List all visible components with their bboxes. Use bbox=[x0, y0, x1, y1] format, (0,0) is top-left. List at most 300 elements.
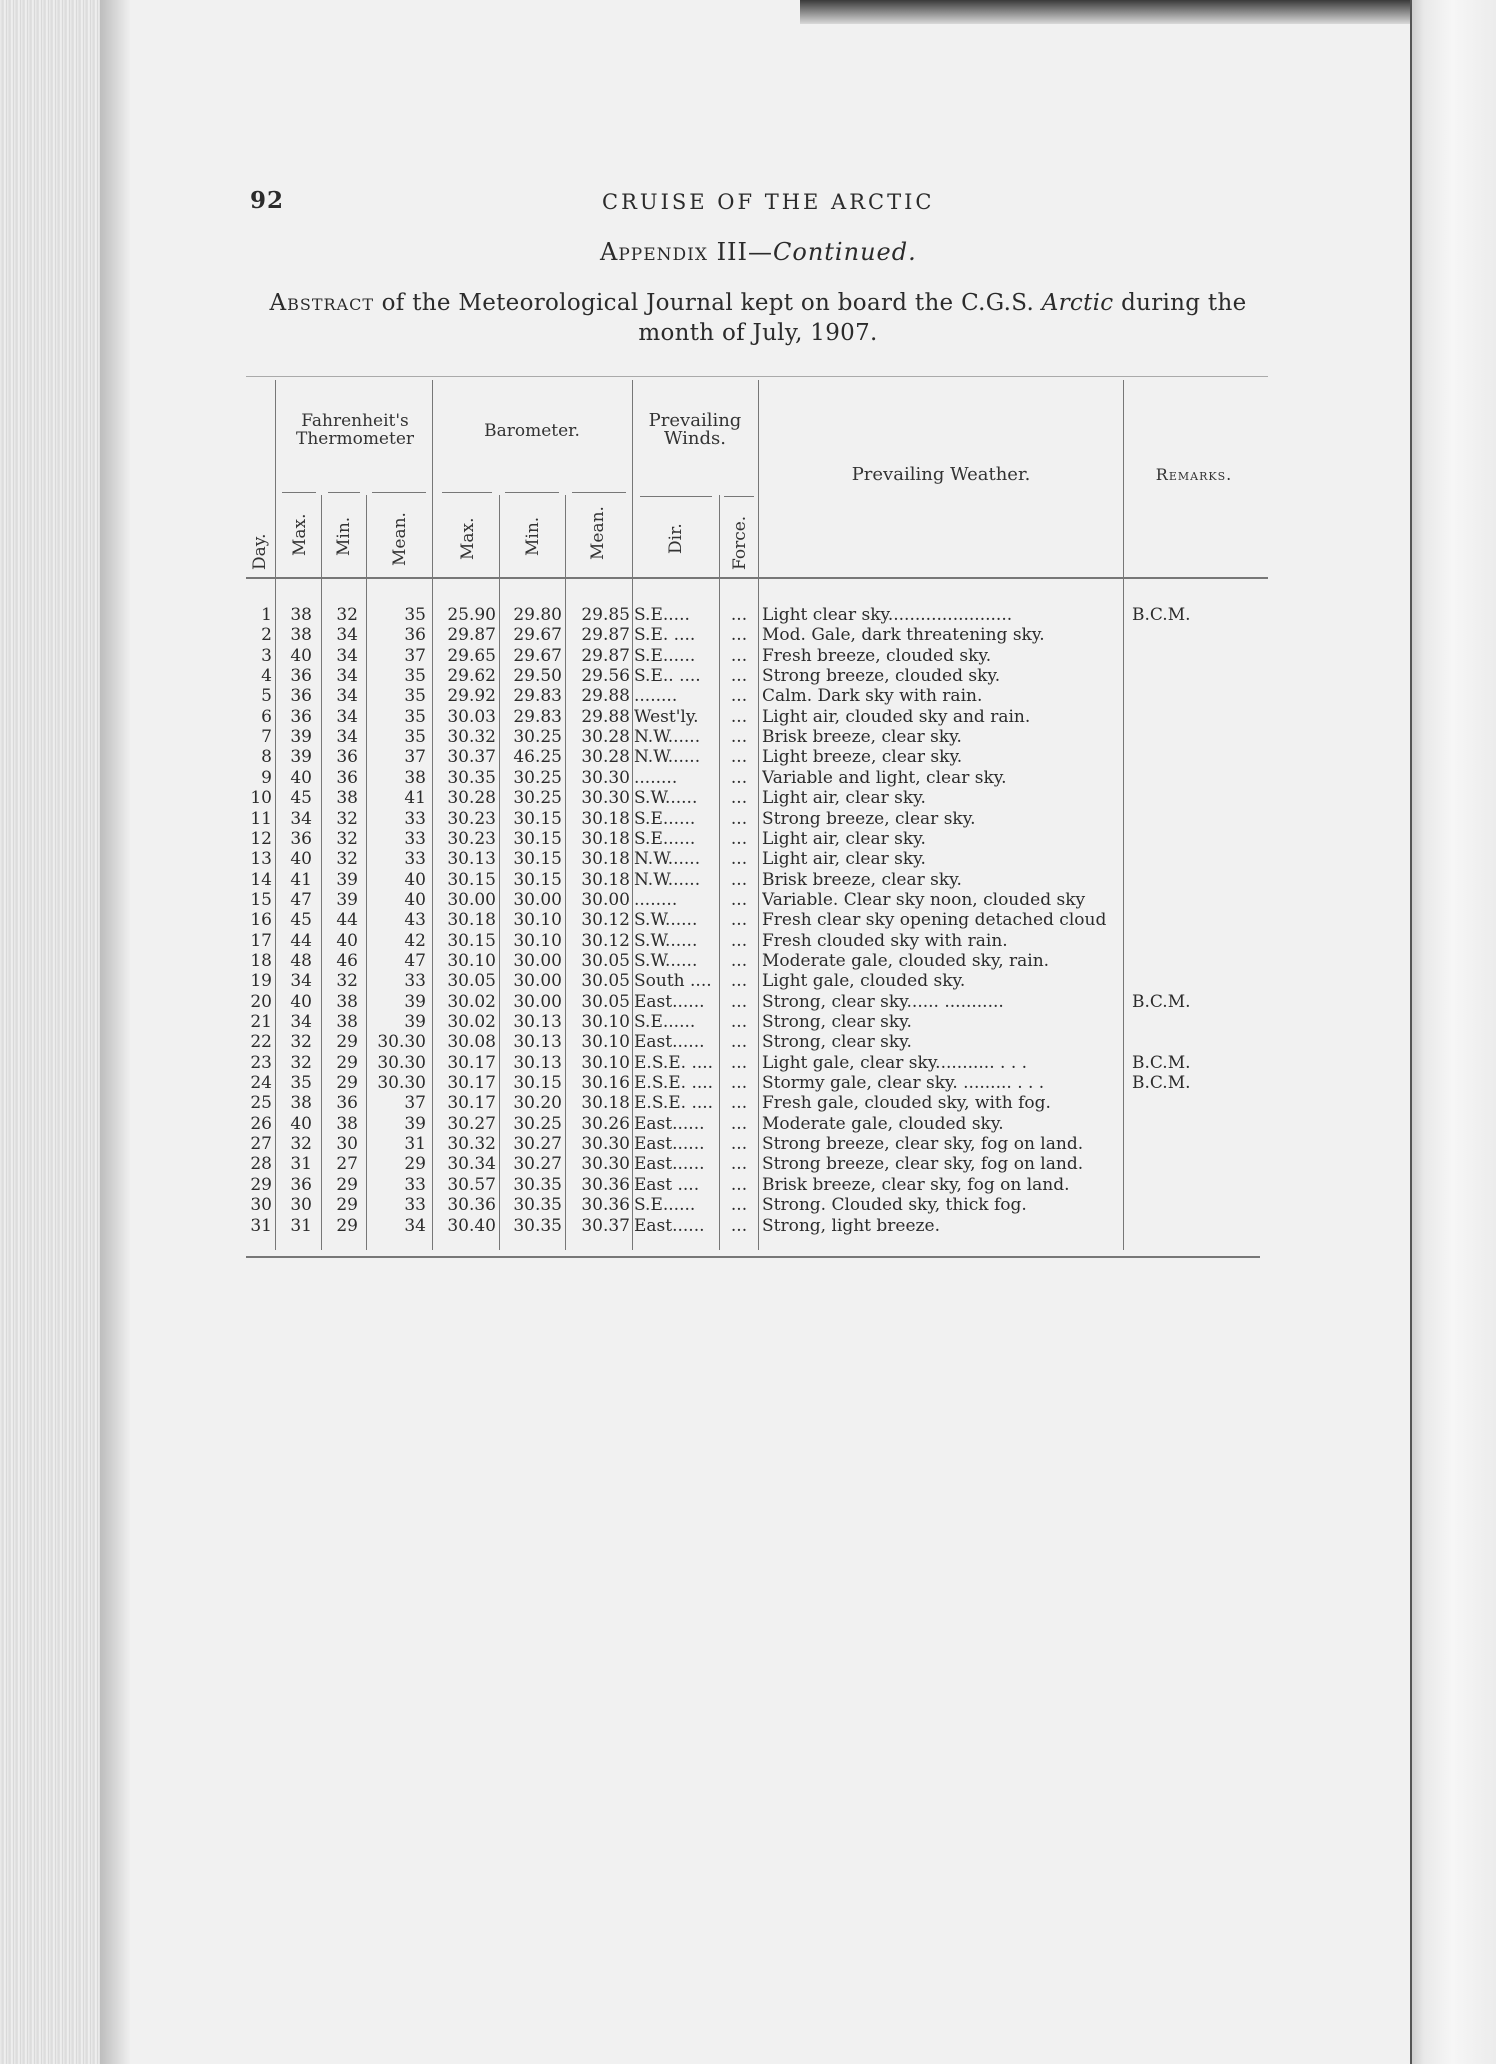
table-row bbox=[246, 1175, 1266, 1196]
table-row bbox=[246, 1114, 1266, 1135]
cell-wind-force: ... bbox=[730, 605, 748, 625]
cell-wind-dir: West'ly. bbox=[634, 706, 699, 727]
table-row bbox=[246, 849, 1266, 870]
cell-thermo-min: 32 bbox=[336, 971, 358, 992]
cell-thermo-min: 39 bbox=[336, 889, 358, 910]
scan-top-shadow bbox=[800, 0, 1412, 24]
cell-thermo-max: 32 bbox=[290, 1032, 312, 1053]
cell-baro-min: 30.15 bbox=[513, 1073, 562, 1094]
cell-wind-dir: East...... bbox=[634, 1154, 705, 1175]
cell-day: 29 bbox=[250, 1174, 272, 1195]
cell-baro-mean: 30.36 bbox=[581, 1174, 630, 1195]
cell-day: 7 bbox=[261, 727, 272, 748]
cell-wind-force: ... bbox=[730, 930, 748, 951]
table-row bbox=[246, 1154, 1266, 1175]
cell-wind-force: ... bbox=[730, 1093, 748, 1114]
cell-baro-max: 29.62 bbox=[447, 666, 496, 687]
cell-weather: Strong breeze, clear sky, fog on land. bbox=[762, 1134, 1084, 1155]
table-row bbox=[246, 1093, 1266, 1114]
cell-day: 16 bbox=[250, 910, 272, 931]
cell-day: 5 bbox=[261, 686, 272, 707]
cell-thermo-max: 34 bbox=[290, 808, 312, 829]
cell-baro-max: 30.15 bbox=[447, 930, 496, 951]
baro-sub-rule-3 bbox=[572, 492, 626, 493]
cell-baro-max: 29.87 bbox=[447, 625, 496, 646]
winds-sub-rule-2 bbox=[724, 496, 754, 497]
cell-baro-max: 30.13 bbox=[447, 849, 496, 870]
subheader-baro-mean: Mean. bbox=[588, 506, 608, 560]
cell-thermo-min: 38 bbox=[336, 788, 358, 809]
table-caption bbox=[250, 288, 1266, 348]
cell-weather: Fresh clouded sky with rain. bbox=[762, 930, 1008, 951]
cell-baro-mean: 30.00 bbox=[581, 889, 630, 910]
table-row bbox=[246, 788, 1266, 809]
cell-day: 22 bbox=[250, 1032, 272, 1053]
cell-thermo-max: 31 bbox=[290, 1215, 312, 1236]
caption-lead: Abstract bbox=[269, 290, 375, 316]
cell-baro-min: 30.27 bbox=[513, 1134, 562, 1155]
cell-baro-max: 30.35 bbox=[447, 767, 496, 788]
cell-wind-force: ... bbox=[730, 747, 748, 768]
table-row bbox=[246, 625, 1266, 646]
cell-thermo-mean: 38 bbox=[404, 767, 426, 788]
cell-wind-dir: S.E...... bbox=[634, 1012, 696, 1032]
cell-baro-max: 30.32 bbox=[447, 727, 496, 748]
cell-baro-mean: 30.30 bbox=[581, 1134, 630, 1155]
cell-thermo-mean: 33 bbox=[404, 971, 426, 992]
cell-baro-mean: 30.18 bbox=[581, 1093, 630, 1114]
cell-baro-min: 30.10 bbox=[513, 910, 562, 931]
cell-day: 18 bbox=[250, 950, 272, 971]
cell-wind-dir: S.W...... bbox=[634, 950, 698, 971]
cell-baro-max: 30.05 bbox=[447, 971, 496, 992]
cell-thermo-max: 41 bbox=[290, 869, 312, 890]
cell-weather: Strong breeze, clear sky. bbox=[762, 808, 976, 829]
cell-day: 12 bbox=[250, 828, 272, 849]
cell-wind-dir: S.E...... bbox=[634, 808, 696, 829]
subheader-baro-min: Min. bbox=[523, 516, 543, 556]
cell-baro-min: 30.25 bbox=[513, 727, 562, 748]
cell-weather: Strong, light breeze. bbox=[762, 1215, 940, 1236]
cell-baro-max: 29.92 bbox=[447, 686, 496, 707]
cell-wind-dir: S.E. .... bbox=[634, 625, 696, 646]
cell-baro-min: 29.67 bbox=[513, 625, 562, 646]
cell-day: 17 bbox=[250, 930, 272, 951]
cell-wind-dir: ........ bbox=[634, 889, 678, 910]
cell-wind-force: ... bbox=[730, 686, 748, 707]
cell-wind-force: ... bbox=[730, 666, 748, 687]
cell-thermo-max: 40 bbox=[290, 645, 312, 666]
cell-baro-min: 29.80 bbox=[513, 605, 562, 625]
cell-baro-max: 30.02 bbox=[447, 991, 496, 1012]
cell-thermo-max: 39 bbox=[290, 727, 312, 748]
subheader-thermo-max: Max. bbox=[290, 513, 310, 556]
cell-thermo-min: 32 bbox=[336, 808, 358, 829]
baro-sub-rule-1 bbox=[442, 492, 492, 493]
cell-wind-dir: East...... bbox=[634, 1113, 705, 1134]
cell-day: 8 bbox=[261, 747, 272, 768]
cell-wind-dir: N.W...... bbox=[634, 747, 701, 768]
cell-day: 19 bbox=[250, 971, 272, 992]
cell-thermo-mean: 35 bbox=[404, 605, 426, 625]
cell-thermo-mean: 39 bbox=[404, 1113, 426, 1134]
cell-weather: Mod. Gale, dark threatening sky. bbox=[762, 625, 1045, 646]
table-bottom-rule bbox=[246, 1256, 1260, 1258]
cell-baro-min: 30.00 bbox=[513, 991, 562, 1012]
table-row bbox=[246, 890, 1266, 911]
caption-text-2: during the month of July, 1907. bbox=[638, 290, 1247, 346]
cell-thermo-min: 34 bbox=[336, 706, 358, 727]
cell-baro-min: 30.25 bbox=[513, 1113, 562, 1134]
cell-baro-min: 30.35 bbox=[513, 1195, 562, 1216]
cell-weather: Light gale, clear sky........... . . . bbox=[762, 1052, 1028, 1073]
cell-thermo-min: 40 bbox=[336, 930, 358, 951]
cell-day: 26 bbox=[250, 1113, 272, 1134]
cell-wind-force: ... bbox=[730, 1113, 748, 1134]
cell-thermo-max: 35 bbox=[290, 1073, 312, 1094]
cell-weather: Fresh breeze, clouded sky. bbox=[762, 645, 992, 666]
cell-wind-dir: East...... bbox=[634, 1215, 705, 1236]
table-row bbox=[246, 809, 1266, 830]
cell-weather: Calm. Dark sky with rain. bbox=[762, 686, 983, 707]
cell-baro-min: 29.83 bbox=[513, 706, 562, 727]
cell-day: 30 bbox=[250, 1195, 272, 1216]
cell-baro-min: 30.00 bbox=[513, 889, 562, 910]
cell-day: 20 bbox=[250, 991, 272, 1012]
cell-wind-force: ... bbox=[730, 950, 748, 971]
cell-thermo-min: 34 bbox=[336, 666, 358, 687]
cell-wind-force: ... bbox=[730, 788, 748, 809]
cell-thermo-min: 46 bbox=[336, 950, 358, 971]
cell-baro-mean: 30.10 bbox=[581, 1032, 630, 1053]
cell-wind-force: ... bbox=[730, 1195, 748, 1216]
appendix-prefix: Appendix III— bbox=[600, 238, 774, 266]
cell-thermo-max: 34 bbox=[290, 971, 312, 992]
cell-wind-dir: ........ bbox=[634, 767, 678, 788]
cell-weather: Fresh gale, clouded sky, with fog. bbox=[762, 1093, 1051, 1114]
running-title: CRUISE OF THE ARCTIC bbox=[602, 190, 935, 214]
cell-wind-dir: S.E...... bbox=[634, 1195, 696, 1216]
cell-wind-dir: S.E.. .... bbox=[634, 666, 701, 687]
cell-wind-force: ... bbox=[730, 849, 748, 870]
cell-remarks: B.C.M. bbox=[1132, 1052, 1191, 1073]
cell-baro-min: 30.00 bbox=[513, 950, 562, 971]
cell-wind-force: ... bbox=[730, 1174, 748, 1195]
cell-baro-max: 30.27 bbox=[447, 1113, 496, 1134]
cell-thermo-mean: 37 bbox=[404, 645, 426, 666]
cell-thermo-min: 29 bbox=[336, 1174, 358, 1195]
cell-baro-min: 30.25 bbox=[513, 788, 562, 809]
cell-baro-mean: 30.28 bbox=[581, 747, 630, 768]
cell-baro-max: 30.57 bbox=[447, 1174, 496, 1195]
cell-wind-dir: East...... bbox=[634, 991, 705, 1012]
cell-baro-mean: 30.05 bbox=[581, 971, 630, 992]
cell-baro-max: 30.28 bbox=[447, 788, 496, 809]
cell-wind-force: ... bbox=[730, 869, 748, 890]
table-row bbox=[246, 1134, 1266, 1155]
cell-thermo-min: 36 bbox=[336, 1093, 358, 1114]
cell-baro-max: 30.03 bbox=[447, 706, 496, 727]
caption-ship-name: Arctic bbox=[1041, 290, 1114, 316]
cell-weather: Brisk breeze, clear sky. bbox=[762, 727, 962, 748]
cell-thermo-min: 32 bbox=[336, 849, 358, 870]
thermo-sub-rule-3 bbox=[372, 492, 426, 493]
cell-wind-force: ... bbox=[730, 1012, 748, 1032]
cell-wind-dir: East .... bbox=[634, 1174, 700, 1195]
cell-baro-min: 30.13 bbox=[513, 1012, 562, 1032]
cell-day: 21 bbox=[250, 1012, 272, 1032]
cell-baro-mean: 29.85 bbox=[581, 605, 630, 625]
cell-baro-mean: 30.18 bbox=[581, 869, 630, 890]
cell-baro-mean: 30.28 bbox=[581, 727, 630, 748]
cell-baro-mean: 30.12 bbox=[581, 930, 630, 951]
cell-weather: Light air, clear sky. bbox=[762, 849, 926, 870]
cell-weather: Stormy gale, clear sky. ......... . . . bbox=[762, 1073, 1045, 1094]
cell-day: 24 bbox=[250, 1073, 272, 1094]
cell-day: 3 bbox=[261, 645, 272, 666]
cell-day: 2 bbox=[261, 625, 272, 646]
cell-baro-mean: 30.36 bbox=[581, 1195, 630, 1216]
cell-wind-dir: E.S.E. .... bbox=[634, 1093, 714, 1114]
subheader-day: Day. bbox=[250, 533, 270, 570]
cell-weather: Strong, clear sky...... ........... bbox=[762, 991, 1004, 1012]
cell-baro-max: 30.37 bbox=[447, 747, 496, 768]
cell-weather: Strong, clear sky. bbox=[762, 1032, 912, 1053]
cell-thermo-mean: 33 bbox=[404, 808, 426, 829]
cell-baro-mean: 29.87 bbox=[581, 645, 630, 666]
cell-wind-dir: S.E...... bbox=[634, 645, 696, 666]
cell-thermo-min: 34 bbox=[336, 645, 358, 666]
cell-wind-force: ... bbox=[730, 727, 748, 748]
cell-baro-min: 29.67 bbox=[513, 645, 562, 666]
cell-thermo-mean: 36 bbox=[404, 625, 426, 646]
header-bottom-rule bbox=[246, 577, 1268, 579]
thermo-sub-rule-2 bbox=[328, 492, 360, 493]
cell-day: 14 bbox=[250, 869, 272, 890]
cell-thermo-mean: 39 bbox=[404, 991, 426, 1012]
cell-thermo-max: 44 bbox=[290, 930, 312, 951]
cell-baro-min: 30.20 bbox=[513, 1093, 562, 1114]
page-number: 92 bbox=[250, 187, 285, 214]
cell-thermo-max: 48 bbox=[290, 950, 312, 971]
cell-baro-max: 30.40 bbox=[447, 1215, 496, 1236]
cell-thermo-min: 38 bbox=[336, 991, 358, 1012]
cell-thermo-max: 36 bbox=[290, 828, 312, 849]
table-top-rule bbox=[246, 376, 1268, 377]
table-row bbox=[246, 727, 1266, 748]
cell-baro-max: 30.18 bbox=[447, 910, 496, 931]
cell-baro-min: 30.35 bbox=[513, 1174, 562, 1195]
cell-weather: Moderate gale, clouded sky, rain. bbox=[762, 950, 1050, 971]
table-row bbox=[246, 992, 1266, 1013]
cell-baro-mean: 30.10 bbox=[581, 1052, 630, 1073]
cell-thermo-max: 38 bbox=[290, 1093, 312, 1114]
cell-baro-max: 30.17 bbox=[447, 1093, 496, 1114]
cell-wind-force: ... bbox=[730, 1052, 748, 1073]
cell-baro-mean: 30.37 bbox=[581, 1215, 630, 1236]
cell-thermo-mean: 35 bbox=[404, 666, 426, 687]
cell-thermo-mean: 29 bbox=[404, 1154, 426, 1175]
cell-thermo-max: 32 bbox=[290, 1052, 312, 1073]
cell-thermo-min: 36 bbox=[336, 767, 358, 788]
cell-day: 13 bbox=[250, 849, 272, 870]
cell-thermo-mean: 34 bbox=[404, 1215, 426, 1236]
cell-weather: Brisk breeze, clear sky. bbox=[762, 869, 962, 890]
cell-thermo-max: 40 bbox=[290, 767, 312, 788]
table-row bbox=[246, 1073, 1266, 1094]
cell-thermo-max: 36 bbox=[290, 706, 312, 727]
cell-baro-mean: 30.30 bbox=[581, 788, 630, 809]
cell-wind-dir: East...... bbox=[634, 1134, 705, 1155]
cell-baro-min: 30.15 bbox=[513, 828, 562, 849]
cell-remarks: B.C.M. bbox=[1132, 991, 1191, 1012]
cell-thermo-min: 36 bbox=[336, 747, 358, 768]
cell-thermo-min: 44 bbox=[336, 910, 358, 931]
cell-thermo-mean: 35 bbox=[404, 706, 426, 727]
cell-wind-dir: E.S.E. .... bbox=[634, 1052, 714, 1073]
cell-thermo-max: 40 bbox=[290, 849, 312, 870]
cell-baro-max: 30.23 bbox=[447, 828, 496, 849]
cell-wind-force: ... bbox=[730, 1032, 748, 1053]
cell-thermo-max: 30 bbox=[290, 1195, 312, 1216]
cell-weather: Strong breeze, clouded sky. bbox=[762, 666, 1001, 687]
cell-thermo-max: 38 bbox=[290, 625, 312, 646]
cell-baro-min: 30.13 bbox=[513, 1052, 562, 1073]
subheader-baro-max: Max. bbox=[458, 517, 478, 560]
table-row bbox=[246, 1195, 1266, 1216]
cell-day: 10 bbox=[250, 788, 272, 809]
cell-day: 31 bbox=[250, 1215, 272, 1236]
cell-thermo-max: 36 bbox=[290, 666, 312, 687]
cell-thermo-max: 40 bbox=[290, 991, 312, 1012]
cell-baro-max: 30.08 bbox=[447, 1032, 496, 1053]
cell-wind-dir: ........ bbox=[634, 686, 678, 707]
table-row bbox=[246, 971, 1266, 992]
cell-weather: Strong, clear sky. bbox=[762, 1012, 912, 1032]
winds-sub-rule-1 bbox=[640, 496, 712, 497]
cell-baro-min: 30.10 bbox=[513, 930, 562, 951]
cell-thermo-mean: 35 bbox=[404, 686, 426, 707]
cell-thermo-min: 38 bbox=[336, 1113, 358, 1134]
cell-day: 1 bbox=[261, 605, 272, 625]
cell-weather: Light gale, clouded sky. bbox=[762, 971, 966, 992]
cell-thermo-min: 29 bbox=[336, 1215, 358, 1236]
cell-baro-mean: 29.56 bbox=[581, 666, 630, 687]
cell-thermo-mean: 40 bbox=[404, 889, 426, 910]
cell-baro-max: 30.15 bbox=[447, 869, 496, 890]
cell-wind-dir: S.W...... bbox=[634, 910, 698, 931]
cell-thermo-mean: 35 bbox=[404, 727, 426, 748]
cell-baro-max: 30.02 bbox=[447, 1012, 496, 1032]
cell-baro-mean: 30.10 bbox=[581, 1012, 630, 1032]
table-row bbox=[246, 910, 1266, 931]
cell-baro-mean: 30.12 bbox=[581, 910, 630, 931]
cell-wind-dir: S.E...... bbox=[634, 828, 696, 849]
cell-wind-force: ... bbox=[730, 767, 748, 788]
cell-thermo-min: 29 bbox=[336, 1032, 358, 1053]
cell-weather: Fresh clear sky opening detached cloud bbox=[762, 910, 1107, 931]
cell-baro-mean: 30.26 bbox=[581, 1113, 630, 1134]
cell-weather: Light air, clear sky. bbox=[762, 828, 926, 849]
header-weather: Prevailing Weather. bbox=[851, 464, 1031, 485]
cell-thermo-min: 38 bbox=[336, 1012, 358, 1032]
cell-day: 25 bbox=[250, 1093, 272, 1114]
cell-weather: Strong. Clouded sky, thick fog. bbox=[762, 1195, 1027, 1216]
header-remarks: Remarks. bbox=[1155, 465, 1233, 484]
cell-baro-mean: 29.88 bbox=[581, 706, 630, 727]
cell-wind-dir: N.W...... bbox=[634, 869, 701, 890]
cell-thermo-max: 36 bbox=[290, 1174, 312, 1195]
subheader-thermo-mean: Mean. bbox=[390, 512, 410, 566]
cell-baro-mean: 30.18 bbox=[581, 849, 630, 870]
cell-thermo-max: 34 bbox=[290, 1012, 312, 1032]
cell-thermo-max: 39 bbox=[290, 747, 312, 768]
cell-baro-max: 30.36 bbox=[447, 1195, 496, 1216]
cell-baro-max: 30.17 bbox=[447, 1052, 496, 1073]
cell-thermo-mean: 39 bbox=[404, 1012, 426, 1032]
cell-baro-min: 30.15 bbox=[513, 808, 562, 829]
cell-baro-min: 30.13 bbox=[513, 1032, 562, 1053]
cell-weather: Variable and light, clear sky. bbox=[762, 767, 1007, 788]
cell-baro-min: 29.50 bbox=[513, 666, 562, 687]
cell-weather: Light air, clear sky. bbox=[762, 788, 926, 809]
cell-day: 4 bbox=[261, 666, 272, 687]
cell-baro-mean: 30.05 bbox=[581, 950, 630, 971]
cell-thermo-max: 45 bbox=[290, 788, 312, 809]
cell-thermo-mean: 37 bbox=[404, 1093, 426, 1114]
cell-thermo-mean: 30.30 bbox=[377, 1052, 426, 1073]
cell-wind-force: ... bbox=[730, 808, 748, 829]
header-barometer: Barometer. bbox=[484, 421, 580, 441]
cell-wind-force: ... bbox=[730, 706, 748, 727]
cell-thermo-min: 39 bbox=[336, 869, 358, 890]
cell-wind-force: ... bbox=[730, 828, 748, 849]
cell-wind-dir: S.W...... bbox=[634, 930, 698, 951]
table-row bbox=[246, 1032, 1266, 1053]
cell-thermo-min: 34 bbox=[336, 625, 358, 646]
table-row bbox=[246, 605, 1266, 626]
cell-baro-mean: 30.30 bbox=[581, 767, 630, 788]
header-thermometer: Fahrenheit's Thermometer bbox=[295, 411, 415, 449]
cell-weather: Brisk breeze, clear sky, fog on land. bbox=[762, 1174, 1070, 1195]
baro-sub-rule-2 bbox=[505, 492, 559, 493]
cell-remarks: B.C.M. bbox=[1132, 605, 1191, 625]
cell-baro-mean: 29.88 bbox=[581, 686, 630, 707]
cell-weather: Variable. Clear sky noon, clouded sky bbox=[762, 889, 1086, 910]
appendix-heading bbox=[600, 238, 917, 266]
table-row bbox=[246, 1012, 1266, 1033]
cell-thermo-min: 30 bbox=[336, 1134, 358, 1155]
cell-thermo-mean: 41 bbox=[404, 788, 426, 809]
cell-thermo-max: 40 bbox=[290, 1113, 312, 1134]
cell-wind-dir: S.W...... bbox=[634, 788, 698, 809]
cell-wind-force: ... bbox=[730, 971, 748, 992]
cell-thermo-mean: 30.30 bbox=[377, 1073, 426, 1094]
cell-weather: Light air, clouded sky and rain. bbox=[762, 706, 1031, 727]
cell-wind-force: ... bbox=[730, 625, 748, 646]
cell-thermo-max: 31 bbox=[290, 1154, 312, 1175]
cell-baro-mean: 30.05 bbox=[581, 991, 630, 1012]
cell-wind-force: ... bbox=[730, 1154, 748, 1175]
cell-thermo-mean: 31 bbox=[404, 1134, 426, 1155]
subheader-wind-dir: Dir. bbox=[666, 523, 686, 554]
cell-thermo-mean: 33 bbox=[404, 1174, 426, 1195]
cell-baro-min: 30.00 bbox=[513, 971, 562, 992]
table-row bbox=[246, 1216, 1266, 1237]
cell-baro-mean: 29.87 bbox=[581, 625, 630, 646]
table-row bbox=[246, 931, 1266, 952]
cell-baro-max: 30.17 bbox=[447, 1073, 496, 1094]
